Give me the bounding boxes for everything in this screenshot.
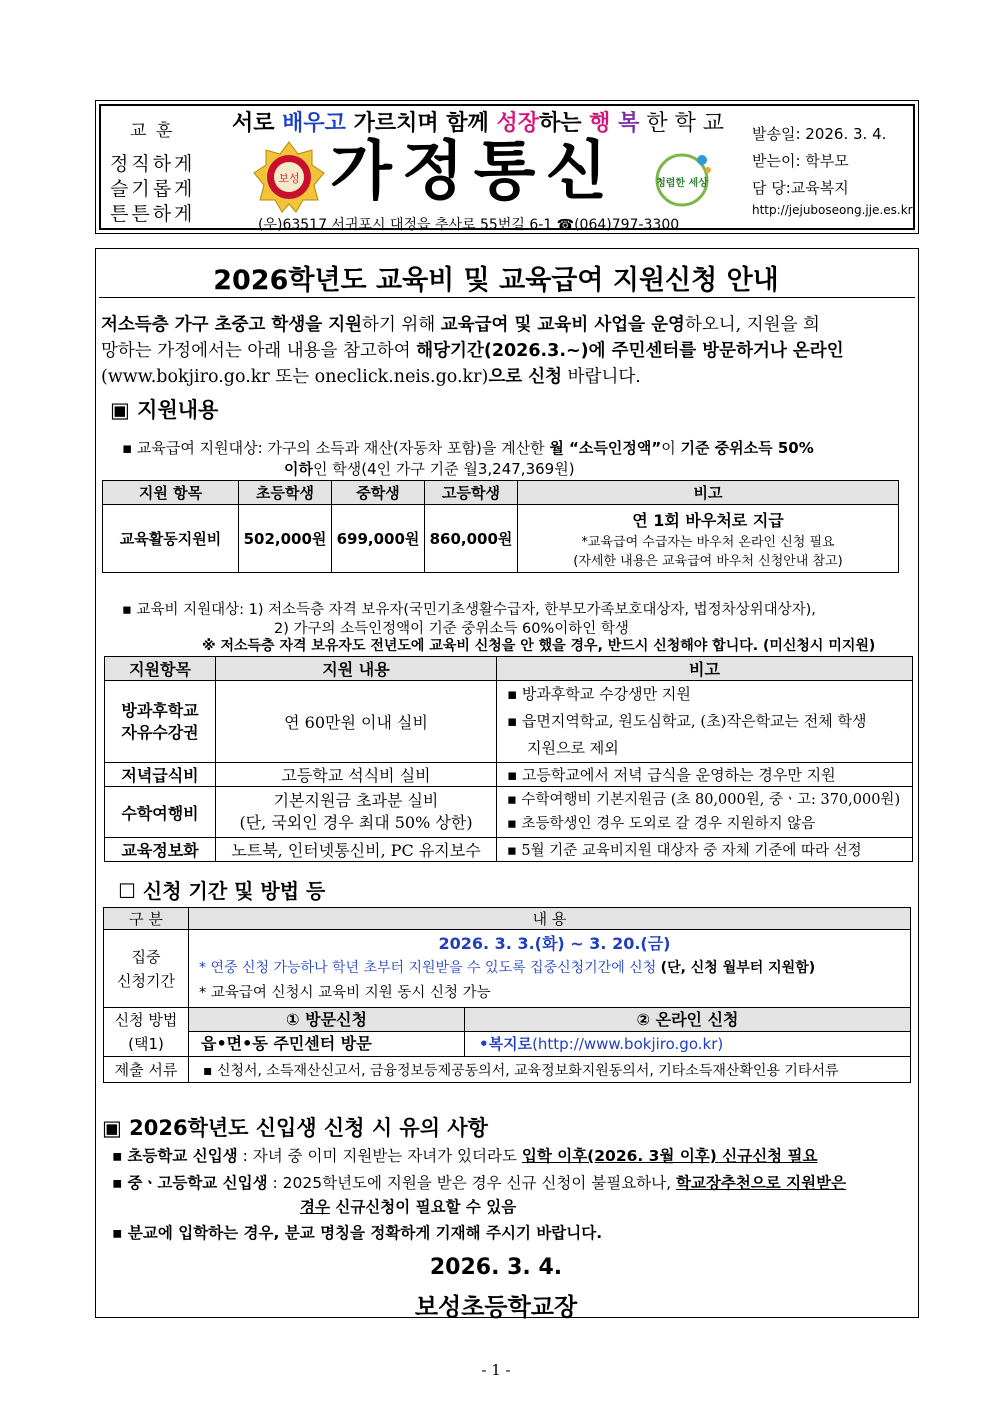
school-address: (우)63517 서귀포시 대정읍 추사로 55번길 6-1 ☎(064)797-3300 xyxy=(258,217,680,233)
table-header: 지원 내용 xyxy=(216,657,497,681)
note-line: *교육급여 수급자는 바우처 온라인 신청 필요 xyxy=(581,535,835,550)
table-cell: 저녁급식비 xyxy=(105,763,216,787)
method-online-cell xyxy=(465,1008,911,1057)
freshmen-note: ▪ 분교에 입학하는 경우, 분교 명칭을 정확하게 기재해 주시기 바랍니다. xyxy=(112,1224,603,1242)
table-cell: 699,000원 xyxy=(332,505,425,573)
newsletter-title: 가정통신 xyxy=(330,135,618,209)
section-heading-freshmen: ▣ 2026학년도 신입생 신청 시 유의 사항 xyxy=(102,1116,488,1140)
method-title: ② 온라인 신청 xyxy=(465,1008,910,1032)
table-header: 지원항목 xyxy=(105,657,216,681)
table-cell: 수학여행비 xyxy=(105,787,216,838)
method-value: 읍•면•동 주민센터 방문 xyxy=(201,1034,372,1053)
motto-title: 교 훈 xyxy=(130,121,175,141)
note-line: (자세한 내용은 교육급여 바우처 신청안내 참고) xyxy=(573,554,843,569)
table-cell: 노트북, 인터넷통신비, PC 유지보수 xyxy=(216,838,497,862)
table-cell: 방과후학교 자유수강권 xyxy=(105,681,216,763)
bokjiro-link[interactable]: •복지로(http://www.bokjiro.go.kr) xyxy=(479,1035,724,1053)
table-cell: 고등학교 석식비 실비 xyxy=(216,763,497,787)
logo-text: 청렴한 세상 xyxy=(656,178,708,189)
school-motto xyxy=(110,152,195,227)
table-header: 내 용 xyxy=(189,908,911,930)
table-cell-note xyxy=(518,505,899,573)
freshmen-note: ▪ 중ㆍ고등학교 신입생 : 2025학년도에 지원을 받은 경우 신규 신청이 불필요하나, 학교장추천으로 지원받은 xyxy=(112,1174,847,1192)
benefit-table xyxy=(102,480,899,573)
intro-line: 저소득층 가구 초중고 학생을 지원하기 위해 교육급여 및 교육비 사업을 운영하오니, 지원을 희 xyxy=(101,315,820,335)
slogan-text: 배우고 xyxy=(282,111,346,136)
table-header: 고등학생 xyxy=(425,481,518,505)
slogan-text: 성장 xyxy=(496,111,539,136)
table-cell: 집중 신청기간 xyxy=(104,930,189,1008)
intro-line: 망하는 가정에서는 아래 내용을 참고하여 해당기간(2026.3.~)에 주민센터를 방문하거나 온라인 xyxy=(101,341,844,361)
method-visit-cell xyxy=(189,1008,465,1057)
principal-signature: 보성초등학교장 xyxy=(414,1293,578,1321)
send-date: 발송일: 2026. 3. 4. xyxy=(752,125,887,143)
table-cell: 신청 방법 (택1) xyxy=(104,1008,189,1057)
method-title: ① 방문신청 xyxy=(189,1008,464,1032)
motto-line: 튼튼하게 xyxy=(110,203,196,225)
motto-line: 정직하게 xyxy=(110,153,196,175)
period-note: * 연중 신청 가능하나 학년 초부터 지원받을 수 있도록 집중신청기간에 신청 (단, 신청 월부터 지원함) xyxy=(199,960,816,976)
period-dates: 2026. 3. 3.(화) ~ 3. 20.(금) xyxy=(438,934,671,953)
slogan-text: 하는 xyxy=(538,111,590,136)
slogan-text: 복 xyxy=(618,111,640,136)
slogan-text: 한 학 교 xyxy=(639,111,725,136)
intro-paragraph xyxy=(101,312,915,390)
section-heading-support: ▣ 지원내용 xyxy=(110,398,219,422)
table-cell: 502,000원 xyxy=(239,505,332,573)
period-note: * 교육급여 신청시 교육비 지원 동시 신청 가능 xyxy=(199,985,491,1001)
school-website-link[interactable]: http://jejuboseong.jje.es.kr xyxy=(752,203,913,217)
table-cell-notes: ▪ 수학여행비 기본지원금 (초 80,000원, 중ㆍ고: 370,000원) ▪ 초등학생인 경우 도외로 갈 경우 지원하지 않음 xyxy=(497,787,913,838)
freshmen-note: ▪ 초등학교 신입생 : 자녀 중 이미 지원받는 자녀가 있더라도 입학 이후(2026. 3월 이후) 신규신청 필요 xyxy=(112,1147,818,1165)
send-info xyxy=(752,121,886,202)
table-header: 비고 xyxy=(497,657,913,681)
page-title: 2026학년도 교육비 및 교육급여 지원신청 안내 xyxy=(213,265,779,296)
table-cell-notes: ▪ 방과후학교 수강생만 지원 ▪ 읍면지역학교, 원도심학교, (초)작은학교는 전체 학생 지원으로 제외 xyxy=(497,681,913,763)
benefit-target-line: 이하인 학생(4인 가구 기준 월3,247,369원) xyxy=(284,460,575,478)
table-cell-notes: ▪ 5월 기준 교육비지원 대상자 중 자체 기준에 따라 선정 xyxy=(497,838,913,862)
table-cell: 교육정보화 xyxy=(105,838,216,862)
note-title: 연 1회 바우처로 지급 xyxy=(632,511,784,530)
edu-target-line: 2) 가구의 소득인정액이 기준 중위소득 60%이하인 학생 xyxy=(274,621,629,637)
freshmen-note: 경우 신규신청이 필요할 수 있음 xyxy=(300,1198,517,1216)
docs-cell: ▪ 신청서, 소득재산신고서, 금융정보등제공동의서, 교육정보화지원동의서, 기타소득재산확인용 기타서류 xyxy=(189,1057,911,1083)
table-header: 지원 항목 xyxy=(103,481,239,505)
slogan-text: 가르치며 함께 xyxy=(345,111,497,136)
table-header: 구 분 xyxy=(104,908,189,930)
table-cell: 연 60만원 이내 실비 xyxy=(216,681,497,763)
page-number: - 1 - xyxy=(481,1361,511,1379)
edu-notice: ※ 저소득층 자격 보유자도 전년도에 교육비 신청을 안 했을 경우, 반드시 신청해야 합니다. (미신청시 미지원) xyxy=(202,638,876,654)
benefit-target-line: ▪ 교육급여 지원대상: 가구의 소득과 재산(자동차 포함)을 계산한 월 “소득인정액”이 기준 중위소득 50% xyxy=(122,439,814,457)
period-cell xyxy=(189,930,911,1008)
table-header: 초등학생 xyxy=(239,481,332,505)
edu-support-table xyxy=(104,656,913,862)
slogan-text: 서로 xyxy=(232,111,283,136)
integrity-logo-icon xyxy=(648,150,716,210)
slogan-text: 행 xyxy=(589,111,611,136)
intro-line: (www.bokjiro.go.kr 또는 oneclick.neis.go.kr)으로 신청 바랍니다. xyxy=(101,367,641,387)
motto-line: 슬기롭게 xyxy=(110,178,196,200)
issue-date: 2026. 3. 4. xyxy=(429,1255,563,1280)
edu-target-line: ▪ 교육비 지원대상: 1) 저소득층 자격 보유자(국민기초생활수급자, 한부모가족보호대상자, 법정차상위대상자), xyxy=(122,602,816,618)
table-header: 중학생 xyxy=(332,481,425,505)
application-table xyxy=(103,907,911,1083)
table-cell: 제출 서류 xyxy=(104,1057,189,1083)
manager: 담 당:교육복지 xyxy=(752,179,849,197)
section-heading-application: ☐ 신청 기간 및 방법 등 xyxy=(118,879,326,903)
table-cell: 기본지원금 초과분 실비 (단, 국외인 경우 최대 50% 상한) xyxy=(216,787,497,838)
table-header: 비고 xyxy=(518,481,899,505)
school-emblem-icon xyxy=(252,140,326,214)
table-cell: 860,000원 xyxy=(425,505,518,573)
title-divider xyxy=(99,297,915,298)
emblem-text: 보성 xyxy=(278,172,300,185)
table-cell-notes: ▪ 고등학교에서 저녁 급식을 운영하는 경우만 지원 xyxy=(497,763,913,787)
recipient: 받는이: 학부모 xyxy=(752,152,849,170)
table-cell: 교육활동지원비 xyxy=(103,505,239,573)
